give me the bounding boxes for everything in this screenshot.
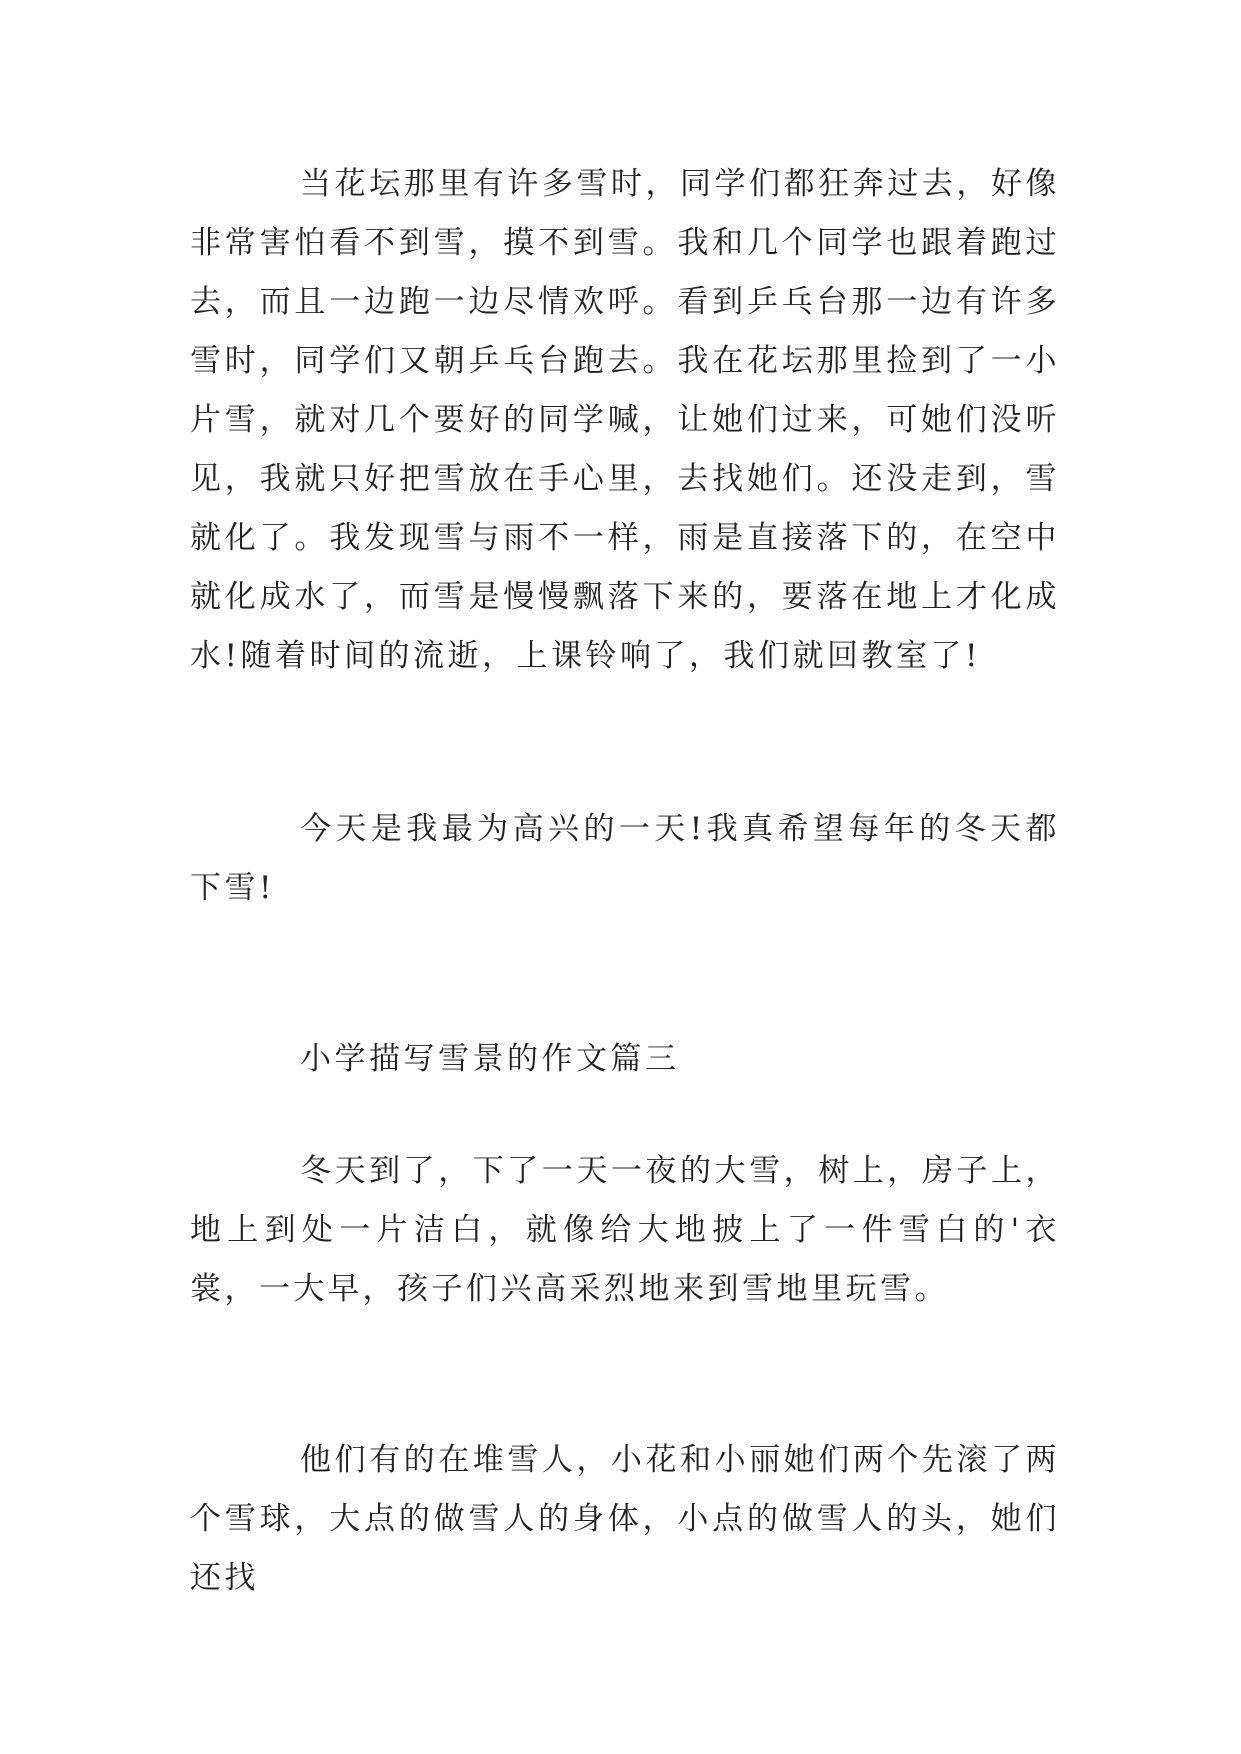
section-title: 小学描写雪景的作文篇三 <box>300 1041 680 1077</box>
paragraph-flower-bed-snow: 当花坛那里有许多雪时，同学们都狂奔过去，好像非常害怕看不到雪，摸不到雪。我和几个同学也跟着跑过去，而且一边跑一边尽情欢呼。看到乒乓台那一边有许多雪时，同学们又朝乒乓台跑去。我在花坛那里捡到了一小片雪，就对几个要好的同学喊，让她们过来，可她们没听见，我就只好把雪放在手心里，去找她们。还没走到，雪就化了。我发现雪与雨不一样，雨是直接落下的，在空中就化成水了，而雪是慢慢飘落下来的，要落在地上才化成水!随着时间的流逝，上课铃响了，我们就回教室了! <box>190 166 1060 674</box>
paragraph-building-snowman: 他们有的在堆雪人，小花和小丽她们两个先滚了两个雪球，大点的做雪人的身体，小点的做雪人的头，她们还找 <box>190 1442 1060 1596</box>
paragraph-winter-snowfall: 冬天到了，下了一天一夜的大雪，树上，房子上，地上到处一片洁白，就像给大地披上了一件雪白的'衣裳，一大早，孩子们兴高采烈地来到雪地里玩雪。 <box>190 1153 1060 1307</box>
paragraph-happiest-day: 今天是我最为高兴的一天!我真希望每年的冬天都下雪! <box>190 811 1060 906</box>
